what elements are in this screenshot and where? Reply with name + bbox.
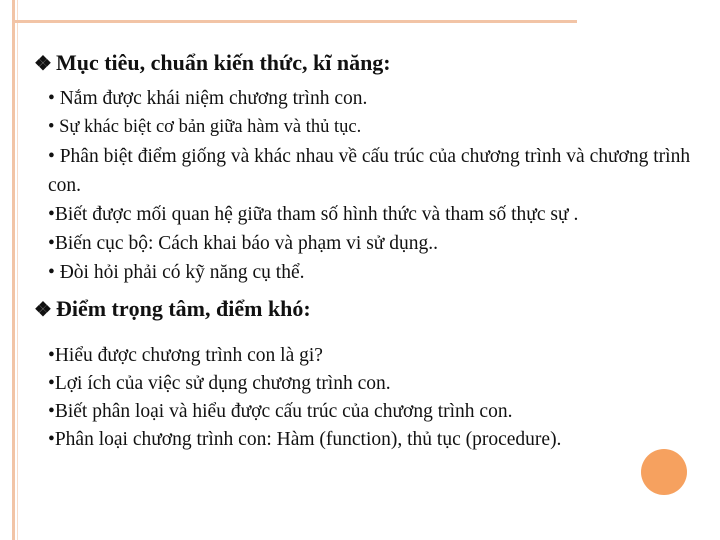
frame-horizontal-line bbox=[12, 20, 577, 23]
decorative-circle bbox=[641, 449, 687, 495]
list-item: •Phân loại chương trình con: Hàm (function), thủ tục (procedure). bbox=[48, 429, 562, 450]
frame-vertical-line-inner bbox=[17, 0, 18, 540]
section-heading-objectives bbox=[34, 50, 391, 76]
frame-vertical-line bbox=[12, 0, 15, 540]
list-item: • Nắm được khái niệm chương trình con. bbox=[48, 88, 368, 109]
section-title: Điểm trọng tâm, điểm khó: bbox=[55, 296, 311, 321]
diamond-bullet-icon: ❖ bbox=[34, 53, 52, 75]
list-item: • Phân biệt điểm giống và khác nhau về cấu trúc của chương trình và chương trình con. bbox=[48, 146, 691, 196]
list-item: •Biến cục bộ: Cách khai báo và phạm vi sử dụng.. bbox=[48, 233, 438, 254]
section-heading-key-points bbox=[34, 296, 311, 322]
list-item: •Biết được mối quan hệ giữa tham số hình thức và tham số thực sự . bbox=[48, 204, 579, 225]
list-item: •Biết phân loại và hiểu được cấu trúc của chương trình con. bbox=[48, 401, 513, 422]
list-item: •Hiểu được chương trình con là gi? bbox=[48, 345, 323, 366]
section-title: Mục tiêu, chuẩn kiến thức, kĩ năng: bbox=[55, 50, 391, 75]
list-item: • Sự khác biệt cơ bản giữa hàm và thủ tục. bbox=[48, 117, 362, 137]
list-item: •Lợi ích của việc sử dụng chương trình con. bbox=[48, 373, 391, 394]
diamond-bullet-icon: ❖ bbox=[34, 299, 52, 321]
list-item: • Đòi hỏi phải có kỹ năng cụ thể. bbox=[48, 262, 305, 283]
